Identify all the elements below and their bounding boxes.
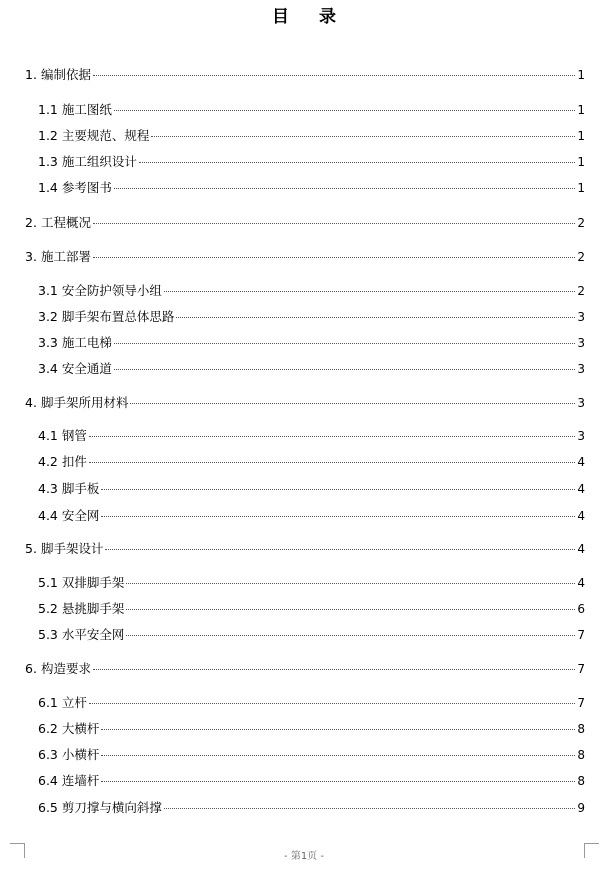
toc-number: 5.2 bbox=[38, 601, 58, 616]
toc-text: 剪刀撑与横向斜撑 bbox=[61, 800, 162, 815]
toc-text: 脚手架设计 bbox=[40, 541, 104, 556]
toc-text: 连墙杆 bbox=[61, 773, 100, 788]
toc-entry[interactable] bbox=[38, 575, 585, 591]
toc-number: 6.3 bbox=[38, 747, 58, 762]
dot-leader bbox=[101, 781, 575, 782]
toc-page-number: 1 bbox=[577, 181, 585, 195]
toc-text: 小横杆 bbox=[61, 747, 100, 762]
toc-number: 3. bbox=[25, 249, 37, 264]
toc-page-number: 4 bbox=[577, 576, 585, 590]
dot-leader bbox=[126, 609, 575, 610]
toc-number: 3.4 bbox=[38, 361, 58, 376]
page-footer: - 第1页 - bbox=[284, 851, 324, 862]
dot-leader bbox=[126, 635, 575, 636]
toc-entry[interactable] bbox=[38, 747, 585, 763]
toc-page-number: 2 bbox=[577, 284, 585, 298]
toc-text: 水平安全网 bbox=[61, 627, 125, 642]
dot-leader bbox=[93, 257, 575, 258]
dot-leader bbox=[114, 343, 575, 344]
toc-page-number: 7 bbox=[577, 628, 585, 642]
toc-page-number: 7 bbox=[577, 662, 585, 676]
toc-page-number: 1 bbox=[577, 129, 585, 143]
dot-leader bbox=[93, 75, 575, 76]
toc-entry[interactable] bbox=[25, 215, 585, 231]
toc-page-number: 8 bbox=[577, 774, 585, 788]
toc-page-number: 6 bbox=[577, 602, 585, 616]
toc-number: 6.2 bbox=[38, 721, 58, 736]
dot-leader bbox=[101, 729, 575, 730]
toc-page-number: 1 bbox=[577, 103, 585, 117]
dot-leader bbox=[101, 755, 575, 756]
toc-number: 1.2 bbox=[38, 128, 58, 143]
page-title bbox=[0, 2, 608, 27]
toc-entry[interactable] bbox=[38, 128, 585, 144]
toc-text: 施工组织设计 bbox=[61, 154, 137, 169]
dot-leader bbox=[89, 703, 575, 704]
toc-entry[interactable] bbox=[38, 283, 585, 299]
toc-text: 脚手架所用材料 bbox=[40, 395, 129, 410]
toc-page-number: 3 bbox=[577, 396, 585, 410]
toc-text: 钢管 bbox=[61, 428, 87, 443]
toc-page-number: 3 bbox=[577, 362, 585, 376]
toc-number: 4.1 bbox=[38, 428, 58, 443]
dot-leader bbox=[93, 223, 575, 224]
dot-leader bbox=[101, 489, 575, 490]
toc-number: 6.5 bbox=[38, 800, 58, 815]
toc-entry[interactable] bbox=[25, 395, 585, 411]
toc-page-number: 9 bbox=[577, 801, 585, 815]
toc-number: 3.1 bbox=[38, 283, 58, 298]
toc-page-number: 1 bbox=[577, 68, 585, 82]
toc-page-number: 3 bbox=[577, 429, 585, 443]
toc-text: 悬挑脚手架 bbox=[61, 601, 125, 616]
toc-entry[interactable] bbox=[38, 627, 585, 643]
toc-page-number: 4 bbox=[577, 482, 585, 496]
toc-entry[interactable] bbox=[25, 67, 585, 83]
toc-page-number: 8 bbox=[577, 722, 585, 736]
toc-text: 安全网 bbox=[61, 508, 100, 523]
toc-entry[interactable] bbox=[38, 508, 585, 524]
toc-entry[interactable] bbox=[38, 335, 585, 351]
dot-leader bbox=[114, 188, 575, 189]
toc-page-number: 7 bbox=[577, 696, 585, 710]
toc-entry[interactable] bbox=[25, 661, 585, 677]
toc-text: 工程概况 bbox=[40, 215, 91, 230]
toc-text: 施工部署 bbox=[40, 249, 91, 264]
toc-text: 编制依据 bbox=[40, 67, 91, 82]
toc-text: 大横杆 bbox=[61, 721, 100, 736]
dot-leader bbox=[114, 369, 575, 370]
dot-leader bbox=[176, 317, 575, 318]
title-char-2: 录 bbox=[319, 7, 336, 27]
toc-number: 5. bbox=[25, 541, 37, 556]
toc-page-number: 4 bbox=[577, 542, 585, 556]
toc-page-number: 4 bbox=[577, 509, 585, 523]
dot-leader bbox=[151, 136, 575, 137]
toc-entry[interactable] bbox=[38, 454, 585, 470]
toc-entry[interactable] bbox=[38, 773, 585, 789]
toc-text: 安全防护领导小组 bbox=[61, 283, 162, 298]
toc-entry[interactable] bbox=[38, 601, 585, 617]
title-char-1: 目 bbox=[272, 7, 289, 27]
toc-entry[interactable] bbox=[38, 695, 585, 711]
toc-entry[interactable] bbox=[38, 800, 585, 816]
toc-text: 参考图书 bbox=[61, 180, 112, 195]
toc-number: 4. bbox=[25, 395, 37, 410]
toc-number: 5.3 bbox=[38, 627, 58, 642]
toc-entry[interactable] bbox=[38, 102, 585, 118]
toc-page-number: 1 bbox=[577, 155, 585, 169]
toc-entry[interactable] bbox=[38, 180, 585, 196]
toc-number: 1.4 bbox=[38, 180, 58, 195]
toc-text: 构造要求 bbox=[40, 661, 91, 676]
toc-page-number: 8 bbox=[577, 748, 585, 762]
toc-entry[interactable] bbox=[38, 309, 585, 325]
toc-text: 脚手板 bbox=[61, 481, 100, 496]
dot-leader bbox=[101, 516, 575, 517]
toc-number: 5.1 bbox=[38, 575, 58, 590]
toc-number: 2. bbox=[25, 215, 37, 230]
toc-number: 6.1 bbox=[38, 695, 58, 710]
dot-leader bbox=[139, 162, 575, 163]
toc-text: 扣件 bbox=[61, 454, 87, 469]
dot-leader bbox=[130, 403, 575, 404]
toc-number: 4.3 bbox=[38, 481, 58, 496]
toc-entry[interactable] bbox=[25, 541, 585, 557]
toc-number: 4.4 bbox=[38, 508, 58, 523]
toc-number: 1.3 bbox=[38, 154, 58, 169]
toc-text: 脚手架布置总体思路 bbox=[61, 309, 175, 324]
toc-number: 1.1 bbox=[38, 102, 58, 117]
toc-text: 双排脚手架 bbox=[61, 575, 125, 590]
toc-number: 3.3 bbox=[38, 335, 58, 350]
dot-leader bbox=[114, 110, 575, 111]
toc-text: 施工电梯 bbox=[61, 335, 112, 350]
toc-page-number: 3 bbox=[577, 336, 585, 350]
toc-text: 立杆 bbox=[61, 695, 87, 710]
dot-leader bbox=[89, 436, 575, 437]
toc-page-number: 3 bbox=[577, 310, 585, 324]
dot-leader bbox=[93, 669, 575, 670]
toc-entry[interactable] bbox=[38, 481, 585, 497]
dot-leader bbox=[89, 462, 575, 463]
toc-number: 1. bbox=[25, 67, 37, 82]
toc-number: 6.4 bbox=[38, 773, 58, 788]
toc-entry[interactable] bbox=[38, 428, 585, 444]
toc-entry[interactable] bbox=[25, 249, 585, 265]
dot-leader bbox=[164, 291, 575, 292]
toc-text: 施工图纸 bbox=[61, 102, 112, 117]
toc-entry[interactable] bbox=[38, 154, 585, 170]
toc-page-number: 2 bbox=[577, 216, 585, 230]
toc-number: 6. bbox=[25, 661, 37, 676]
toc-page-number: 4 bbox=[577, 455, 585, 469]
dot-leader bbox=[126, 583, 575, 584]
toc-number: 4.2 bbox=[38, 454, 58, 469]
toc-text: 安全通道 bbox=[61, 361, 112, 376]
toc-page-number: 2 bbox=[577, 250, 585, 264]
toc-entry[interactable] bbox=[38, 721, 585, 737]
toc-number: 3.2 bbox=[38, 309, 58, 324]
toc-entry[interactable] bbox=[38, 361, 585, 377]
dot-leader bbox=[105, 549, 575, 550]
toc-text: 主要规范、规程 bbox=[61, 128, 150, 143]
dot-leader bbox=[164, 808, 575, 809]
